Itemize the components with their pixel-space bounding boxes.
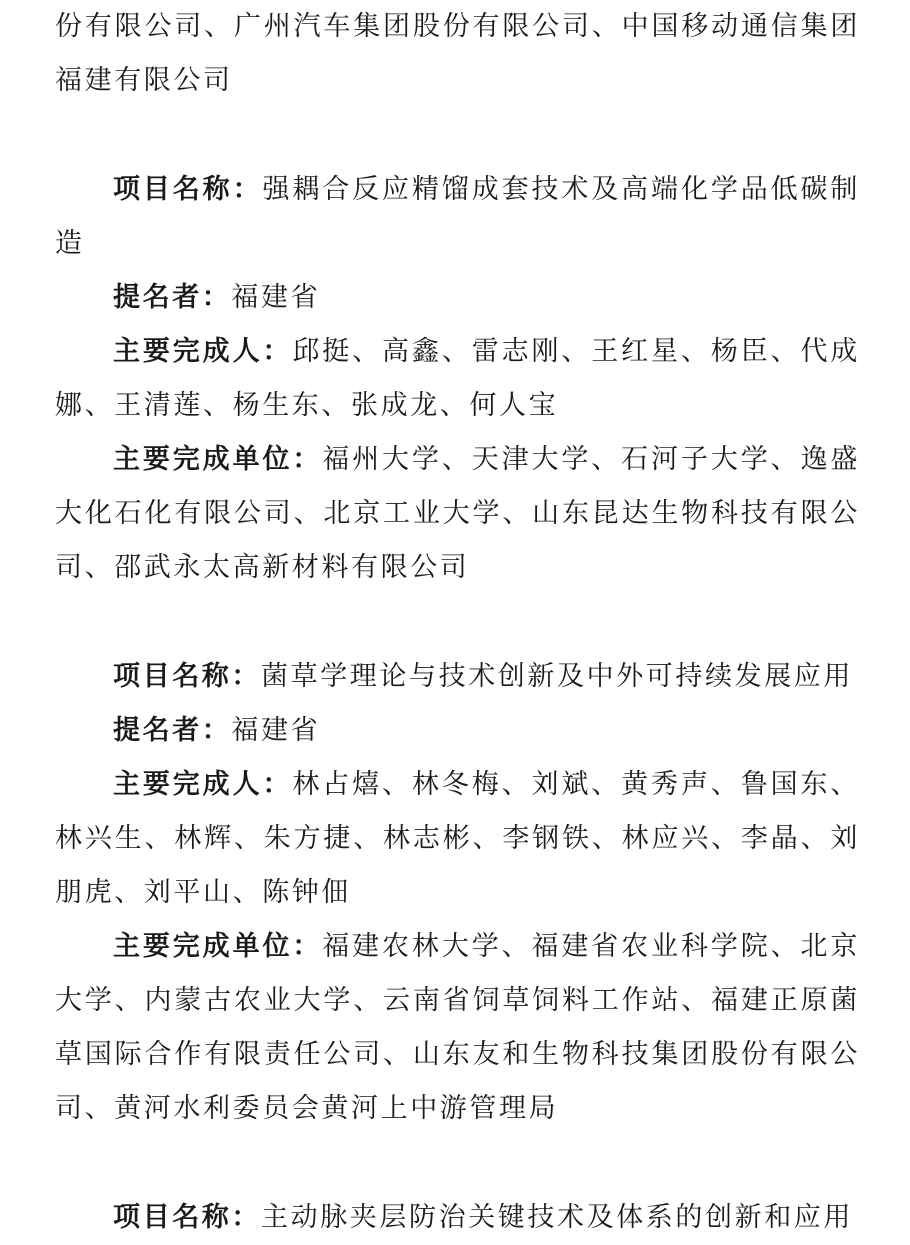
main-people-value: 邱挺、高鑫、雷志刚、王红星、杨臣、代成娜、王清莲、杨生东、张成龙、何人宝 <box>55 336 860 421</box>
project-name-value: 强耦合反应精馏成套技术及高端化学品低碳制造 <box>55 174 861 259</box>
main-people-label: 主要完成人： <box>113 769 293 800</box>
project-name-line <box>55 163 860 271</box>
main-people-line <box>55 325 860 433</box>
main-units-value: 福建农林大学、福建省农业科学院、北京大学、内蒙古农业大学、云南省饲草饲料工作站、福建正原菌草国际合作有限责任公司、山东友和生物科技集团股份有限公司、黄河水利委员会黄河上中游管理局 <box>55 931 860 1124</box>
main-people-value: 林占熺、林冬梅、刘斌、黄秀声、鲁国东、林兴生、林辉、朱方捷、林志彬、李钢铁、林应兴、李晶、刘朋虎、刘平山、陈钟佃 <box>55 769 860 908</box>
section-gap <box>55 595 860 650</box>
project-name-line <box>55 650 860 704</box>
nominator-line <box>55 271 860 325</box>
nominator-line <box>55 704 860 758</box>
project-name-value: 主动脉夹层防治关键技术及体系的创新和应用 <box>261 1202 853 1233</box>
nominator-label: 提名者： <box>113 715 232 746</box>
main-units-line <box>55 433 860 595</box>
section-gap <box>55 108 860 163</box>
main-units-value: 福州大学、天津大学、石河子大学、逸盛大化石化有限公司、北京工业大学、山东昆达生物科技有限公司、邵武永太高新材料有限公司 <box>55 444 860 583</box>
main-units-label: 主要完成单位： <box>113 931 323 962</box>
document-page <box>55 0 860 1245</box>
project-entry <box>55 163 860 595</box>
project-name-line <box>55 1191 860 1245</box>
carryover-units-text: 份有限公司、广州汽车集团股份有限公司、中国移动通信集团福建有限公司 <box>55 11 860 96</box>
project-entry <box>55 650 860 1136</box>
project-name-value: 菌草学理论与技术创新及中外可持续发展应用 <box>261 661 853 692</box>
main-people-label: 主要完成人： <box>113 336 293 367</box>
nominator-value: 福建省 <box>231 282 321 313</box>
project-name-label: 项目名称： <box>113 1202 261 1233</box>
main-units-line <box>55 920 860 1136</box>
nominator-value: 福建省 <box>231 715 321 746</box>
section-gap <box>55 1136 860 1191</box>
project-name-label: 项目名称： <box>113 661 261 692</box>
main-units-label: 主要完成单位： <box>113 444 323 475</box>
nominator-label: 提名者： <box>113 282 232 313</box>
project-name-label: 项目名称： <box>113 174 263 205</box>
project-entry <box>55 1191 860 1245</box>
main-people-line <box>55 758 860 920</box>
